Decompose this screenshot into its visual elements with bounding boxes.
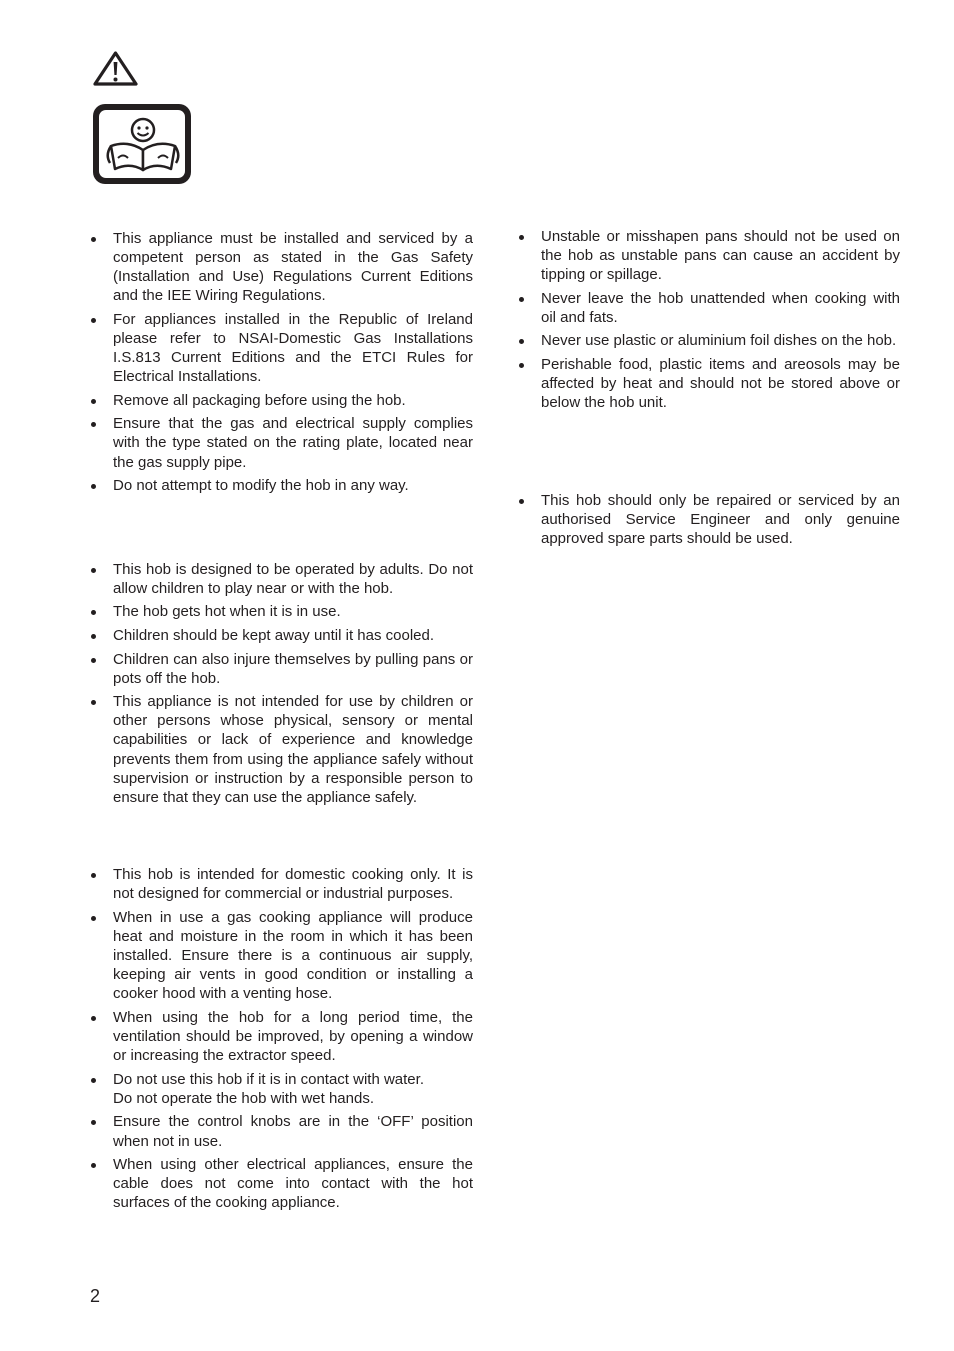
list-item: Do not attempt to modify the hob in any way. [88, 476, 473, 495]
list-item: When in use a gas cooking appliance will produce heat and moisture in the room in which it has been installed. Ensure there is a continuous air supply, keeping air vents in good condition or installing a cooker hood with a venting hose. [88, 908, 473, 1003]
list-item: Remove all packaging before using the hob. [88, 391, 473, 410]
list-item-line: Do not use this hob if it is in contact with water. [113, 1070, 424, 1088]
read-manual-icon [92, 103, 192, 185]
list-item: Perishable food, plastic items and areosols may be affected by heat and should not be stored above or below the hob unit. [516, 355, 900, 412]
list-item: Children can also injure themselves by pulling pans or pots off the hob. [88, 650, 473, 688]
list-item: When using other electrical appliances, ensure the cable does not come into contact with the hot surfaces of the cooking appliance. [88, 1155, 473, 1212]
list-item: This appliance is not intended for use by children or other persons whose physical, sensory or mental capabilities or lack of experience and knowledge prevents them from using the appliance safely without supervision or instruction by a responsible person to ensure that they can use the appliance safely. [88, 692, 473, 807]
list-item: Ensure that the gas and electrical supply complies with the type stated on the rating plate, located near the gas supply pipe. [88, 414, 473, 471]
list-item: Never use plastic or aluminium foil dishes on the hob. [516, 331, 900, 350]
list-item: Children should be kept away until it has cooled. [88, 626, 473, 645]
right-column [516, 227, 900, 553]
service-list [516, 491, 900, 548]
list-item: Unstable or misshapen pans should not be used on the hob as unstable pans can cause an accident by tipping or spillage. [516, 227, 900, 284]
list-item: This hob is intended for domestic cooking only. It is not designed for commercial or industrial purposes. [88, 865, 473, 903]
list-item: This appliance must be installed and serviced by a competent person as stated in the Gas Safety (Installation and Use) Regulations Current Editions and the IEE Wiring Regulations. [88, 229, 473, 305]
list-item: When using the hob for a long period time, the ventilation should be improved, by opening a window or increasing the extractor speed. [88, 1008, 473, 1065]
installation-list [88, 229, 473, 495]
list-item: This hob should only be repaired or serviced by an authorised Service Engineer and only genuine approved spare parts should be used. [516, 491, 900, 548]
page-number: 2 [90, 1286, 101, 1306]
warning-triangle-icon [92, 50, 139, 87]
list-item-line: Do not operate the hob with wet hands. [113, 1089, 375, 1107]
list-item: The hob gets hot when it is in use. [88, 602, 473, 621]
left-column [88, 229, 473, 1217]
list-item [88, 1070, 473, 1108]
list-item: Ensure the control knobs are in the ‘OFF’ position when not in use. [88, 1112, 473, 1150]
list-item: This hob is designed to be operated by adults. Do not allow children to play near or with the hob. [88, 560, 473, 598]
cooking-list [516, 227, 900, 412]
child-safety-list [88, 560, 473, 807]
list-item: For appliances installed in the Republic of Ireland please refer to NSAI-Domestic Gas Installations I.S.813 Current Editions and the ETCI Rules for Electrical Installations. [88, 310, 473, 386]
during-use-list [88, 865, 473, 1212]
list-item: Never leave the hob unattended when cooking with oil and fats. [516, 289, 900, 327]
